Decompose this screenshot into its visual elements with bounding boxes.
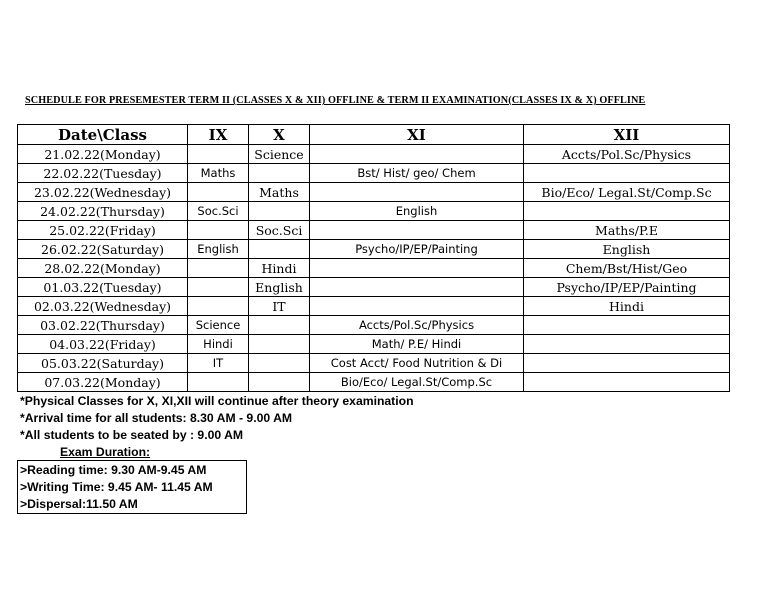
schedule-table	[17, 124, 730, 392]
cell-ix: Science	[188, 316, 249, 335]
table-row	[18, 354, 730, 373]
table-row	[18, 316, 730, 335]
cell-ix	[188, 373, 249, 392]
cell-xi: Cost Acct/ Food Nutrition & Di	[310, 354, 524, 373]
schedule-title: SCHEDULE FOR PRESEMESTER TERM II (CLASSES X & XII) OFFLINE & TERM II EXAMINATION(CLASSES IX & X) OFFLINE	[25, 95, 646, 106]
cell-xii: Maths/P.E	[524, 221, 730, 240]
cell-ix	[188, 278, 249, 297]
cell-date: 07.03.22(Monday)	[18, 373, 188, 392]
cell-ix	[188, 297, 249, 316]
cell-ix: Hindi	[188, 335, 249, 354]
cell-ix	[188, 183, 249, 202]
header-xii: XII	[524, 125, 730, 145]
table-row	[18, 373, 730, 392]
table-row	[18, 278, 730, 297]
cell-x: IT	[249, 297, 310, 316]
cell-xii: English	[524, 240, 730, 259]
cell-xii	[524, 354, 730, 373]
cell-xi: Math/ P.E/ Hindi	[310, 335, 524, 354]
cell-x	[249, 373, 310, 392]
cell-date: 01.03.22(Tuesday)	[18, 278, 188, 297]
cell-date: 05.03.22(Saturday)	[18, 354, 188, 373]
table-row	[18, 183, 730, 202]
cell-xi	[310, 221, 524, 240]
exam-duration-heading: Exam Duration:	[60, 445, 151, 459]
cell-ix: IT	[188, 354, 249, 373]
cell-xi	[310, 297, 524, 316]
cell-x: Science	[249, 145, 310, 164]
cell-xi	[310, 145, 524, 164]
cell-date: 02.03.22(Wednesday)	[18, 297, 188, 316]
table-row	[18, 297, 730, 316]
cell-date: 25.02.22(Friday)	[18, 221, 188, 240]
table-row	[18, 259, 730, 278]
cell-date: 03.02.22(Thursday)	[18, 316, 188, 335]
cell-xii: Hindi	[524, 297, 730, 316]
reading-time: >Reading time: 9.30 AM-9.45 AM	[20, 463, 207, 477]
table-header-row	[18, 125, 730, 145]
cell-x	[249, 202, 310, 221]
table-row	[18, 202, 730, 221]
cell-xi: Bst/ Hist/ geo/ Chem	[310, 164, 524, 183]
cell-date: 22.02.22(Tuesday)	[18, 164, 188, 183]
writing-time: >Writing Time: 9.45 AM- 11.45 AM	[20, 480, 213, 494]
cell-ix: English	[188, 240, 249, 259]
cell-xii: Bio/Eco/ Legal.St/Comp.Sc	[524, 183, 730, 202]
cell-xi: Psycho/IP/EP/Painting	[310, 240, 524, 259]
table-row	[18, 164, 730, 183]
cell-ix: Maths	[188, 164, 249, 183]
cell-xi: English	[310, 202, 524, 221]
notes	[20, 393, 414, 461]
cell-x: Hindi	[249, 259, 310, 278]
note-physical-classes: *Physical Classes for X, XI,XII will continue after theory examination	[20, 394, 414, 408]
cell-xi	[310, 259, 524, 278]
cell-xi	[310, 278, 524, 297]
cell-xii	[524, 316, 730, 335]
table-row	[18, 335, 730, 354]
table-row	[18, 240, 730, 259]
cell-xii: Accts/Pol.Sc/Physics	[524, 145, 730, 164]
note-arrival-time: *Arrival time for all students: 8.30 AM - 9.00 AM	[20, 411, 293, 425]
header-date-class: Date\Class	[18, 125, 188, 145]
cell-ix: Soc.Sci	[188, 202, 249, 221]
table-row	[18, 145, 730, 164]
header-x: X	[249, 125, 310, 145]
cell-ix	[188, 259, 249, 278]
cell-x: Soc.Sci	[249, 221, 310, 240]
cell-x	[249, 164, 310, 183]
cell-xi	[310, 183, 524, 202]
cell-date: 28.02.22(Monday)	[18, 259, 188, 278]
header-ix: IX	[188, 125, 249, 145]
cell-date: 24.02.22(Thursday)	[18, 202, 188, 221]
cell-x: Maths	[249, 183, 310, 202]
cell-ix	[188, 145, 249, 164]
cell-date: 26.02.22(Saturday)	[18, 240, 188, 259]
cell-date: 23.02.22(Wednesday)	[18, 183, 188, 202]
table-body	[18, 145, 730, 392]
note-seated-by: *All students to be seated by : 9.00 AM	[20, 428, 244, 442]
cell-ix	[188, 221, 249, 240]
cell-x	[249, 354, 310, 373]
cell-x	[249, 316, 310, 335]
cell-x: English	[249, 278, 310, 297]
cell-xii	[524, 373, 730, 392]
header-xi: XI	[310, 125, 524, 145]
cell-x	[249, 240, 310, 259]
exam-duration-box	[17, 460, 247, 514]
cell-xii	[524, 335, 730, 354]
cell-xii: Chem/Bst/Hist/Geo	[524, 259, 730, 278]
table-row	[18, 221, 730, 240]
cell-xii	[524, 202, 730, 221]
cell-xi: Bio/Eco/ Legal.St/Comp.Sc	[310, 373, 524, 392]
cell-xii: Psycho/IP/EP/Painting	[524, 278, 730, 297]
cell-x	[249, 335, 310, 354]
cell-xi: Accts/Pol.Sc/Physics	[310, 316, 524, 335]
cell-xii	[524, 164, 730, 183]
dispersal-time: >Dispersal:11.50 AM	[20, 497, 138, 511]
cell-date: 04.03.22(Friday)	[18, 335, 188, 354]
cell-date: 21.02.22(Monday)	[18, 145, 188, 164]
